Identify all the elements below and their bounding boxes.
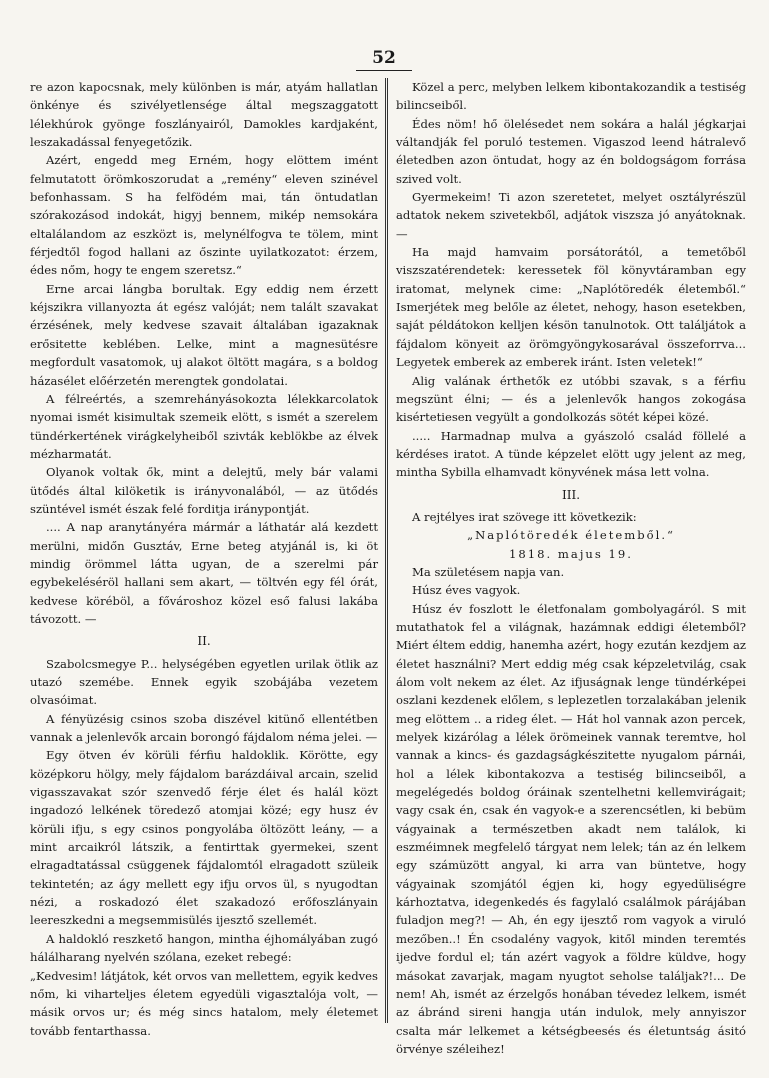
paragraph: Gyermekeim! Ti azon szeretetet, melyet osztályrészül adtatok nekem szivetekből, adjátok viszsza jó anyátoknak. — <box>396 190 746 241</box>
section-heading: III. <box>561 487 581 502</box>
paragraph: A fényüzésig csinos szoba diszével kitünő ellentétben vannak a jelenlevők arcain borongó fájdalom néma jelei. — <box>30 711 378 745</box>
paragraph: Közel a perc, melyben lelkem kibontakozandik a testiség bilincseiből. <box>396 80 746 113</box>
paragraph: Húsz év foszlott le életfonalam gombolyagáról. S mit mutathatok fel a világnak, hazámnak eddigi életemből? Miért éltem eddig, hanemha azért, hogy ezután kezdjem az életet használni? Mert eddig még csak képzeletvilág, csak álom volt nekem az élet. Az ifjuságnak lenge tündérképei oszlani kezdenek előlem, s leplezetlen torzalakában jelenik meg elöttem .. a rideg élet. — Hát hol vannak azon percek, melyek kizárólag a lélek örömeinek vannak teremtve, hol vannak a kincs- és gazdagságkészitette nyugalom párnái, hol a lélek kibontakozva a testiség bilincseiből, a megelégedés boldog óráinak szentelhetni kellemvirágait; vagy csak én, csak én vagyok-e a szerencsétlen, ki bebüm vágyainak a természetben akadt nem találok, ki eszméimnek megfelelő tárgyat nem lelek; tán az én lelkem egy számüzött angyal, ki arra van büntetve, hogy vágyainak szomjától égjen ki, hogy egyedüliségre kárhoztatva, idegenkedés és fagylaló csalálmok párájában fuladjon meg?! — Ah, én egy ijesztő rom vagyok a viruló mezőben..! Én csodalény vagyok, kitől minden teremtés ijedve fordul el; tán azért vagyok a földre küldve, hogy másokat zavarjak, magam nyugtot seholse találjak?!... De nem! Ah, ismét az érzelgős honában tévedez lelkem, ismét az ábránd sireni hangja után indulok, mely annyiszor csalta már lelkemet a kétségbeesés és életuntság ásitó örvénye széleihez! <box>396 601 746 1056</box>
paragraph: A haldokló reszkető hangon, mintha éjhomályában zugó hálálharang nyelvén szólana, ezeket rebegé: <box>30 931 378 965</box>
paragraph: Ma születésem napja van. <box>412 564 565 579</box>
page-number: 52 <box>372 48 396 68</box>
paragraph: A rejtélyes irat szövege itt következik: <box>412 509 637 524</box>
paragraph: Édes nöm! hő ölelésedet nem sokára a halál jégkarjai váltandják fel poruló testemen. Vigaszod leend hátralevő életedben azon öntudat, hogy az én boldogságom forrása szived volt. <box>396 116 746 186</box>
paragraph: re azon kapocsnak, mely különben is már, atyám hallatlan önkénye és szivélyetlensége által megszaggatott lélekhúrok gyönge foszlányairól, Damokles kardjaként, leszakadással fenyegetőzik. <box>30 80 378 150</box>
paragraph: Ha majd hamvaim porsátorától, a temetőből viszszatérendetek: keressetek föl könyvtáramban egy iratomat, melynek cime: „Naplótöredék életemből.“ Ismerjétek meg belőle az életet, nehogy, hason esetekben, saját példátokon kelljen késön tanulnotok. Ott találjátok a fájdalom könyeit az örömgyöngykosarával összeforrva... Legyetek emberek az emberek iránt. Isten veletek!“ <box>396 245 746 370</box>
paragraph: A félreértés, a szemrehányásokozta lélekkarcolatok nyomai ismét kisimultak szemeik elött, s ismét a szerelem tündérkertének virágkelyheiből szivták keblökbe az élvek mézharmatát. <box>30 391 378 461</box>
left-column <box>30 78 378 1040</box>
header-rule <box>356 70 412 71</box>
diary-date: 1818. majus 19. <box>509 546 633 561</box>
paragraph: Egy ötven év körüli férfiu haldoklik. Körötte, egy középkoru hölgy, mely fájdalom barázdáival arcain, szelid vigasszavakat szór szenvedő férje élet és halál közt ingadozó lelkének töredező atomjai közé; egy husz év körüli ifju, s egy csinos pongyolába öltözött leány, — a mint arcaikról látszik, a fentirttak gyermekei, szent elragadtatással csüggenek fájdalomtól elragadott szüleik tekintetén; az ágy mellett egy ifju orvos ül, s nyugodtan nézi, a roskadozó élet szakadozó erőfoszlányain leereszkedni a megsemmisülés ijesztő szellemét. <box>30 748 378 928</box>
paragraph: .... A nap aranytányéra mármár a láthatár alá kezdett merülni, midőn Gusztáv, Erne beteg atyjánál is, ki öt mindig örömmel látta ugyan, de a szerelmi pár egybekeléséröl hallani sem akart, — töltvén egy fél órát, kedvese köréböl, a fővároshoz közel eső falusi lakába távozott. — <box>30 520 378 626</box>
paragraph: Azért, engedd meg Erném, hogy elöttem imént felmutatott örömkoszorudat a „remény“ eleven szinével befonhassam. S ha felfödém mai, tán öntudatlan szórakozásod indokát, higyj bennem, mikép nemsokára eltalálandom az eszközt is, melynélfogva te tölem, mint férjedtől fogod hallani az őszinte uyilatkozatot: érzem, édes nőm, hogy te engem szeretsz.“ <box>30 153 378 278</box>
diary-title: „Naplótöredék életemből.“ <box>467 528 675 543</box>
column-divider <box>385 78 388 1023</box>
right-column <box>396 78 746 1058</box>
paragraph: Olyanok voltak ők, mint a delejtű, mely bár valami ütődés által kilöketik is irányvonalából, — az ütődés szüntével ismét észak felé forditja iránypontját. <box>30 465 378 516</box>
paragraph: „Kedvesim! látjátok, két orvos van mellettem, egyik kedves nőm, ki viharteljes életem egyedüli vigasztalója volt, — másik orvos ur; és még sincs hatalom, mely életemet tovább fentarthassa. <box>30 968 378 1038</box>
paragraph: Alig valának érthetők ez utóbbi szavak, s a férfiu megszünt élni; — és a jelenlevők hangos zokogása kisértetiesen vegyült a gondolkozás sötét képei közé. <box>396 373 746 425</box>
section-heading: II. <box>197 634 211 649</box>
paragraph: Szabolcsmegye P... helységében egyetlen urilak ötlik az utazó szemébe. Ennek egyik szobájába vezetem olvasóimat. <box>30 656 378 708</box>
paragraph: ..... Harmadnap mulva a gyászoló család föllelé a kérdéses iratot. A tünde képzelet elött ugy jelent az meg, mintha Sybilla elhamvadt könyvének mása lett volna. <box>396 428 746 480</box>
paragraph: Húsz éves vagyok. <box>412 583 521 598</box>
paragraph: Erne arcai lángba borultak. Egy eddig nem érzett kéjszikra villanyozta át egész valóját; nem talált szavakat érzésének, mely kedvese szavait általában igazaknak erősitette keblében. Lelke, mint a magnesütésre megfordult vasatomok, uj alakot öltött magára, s a boldog házasélet előérzetén merengtek gondolatai. <box>30 281 378 388</box>
